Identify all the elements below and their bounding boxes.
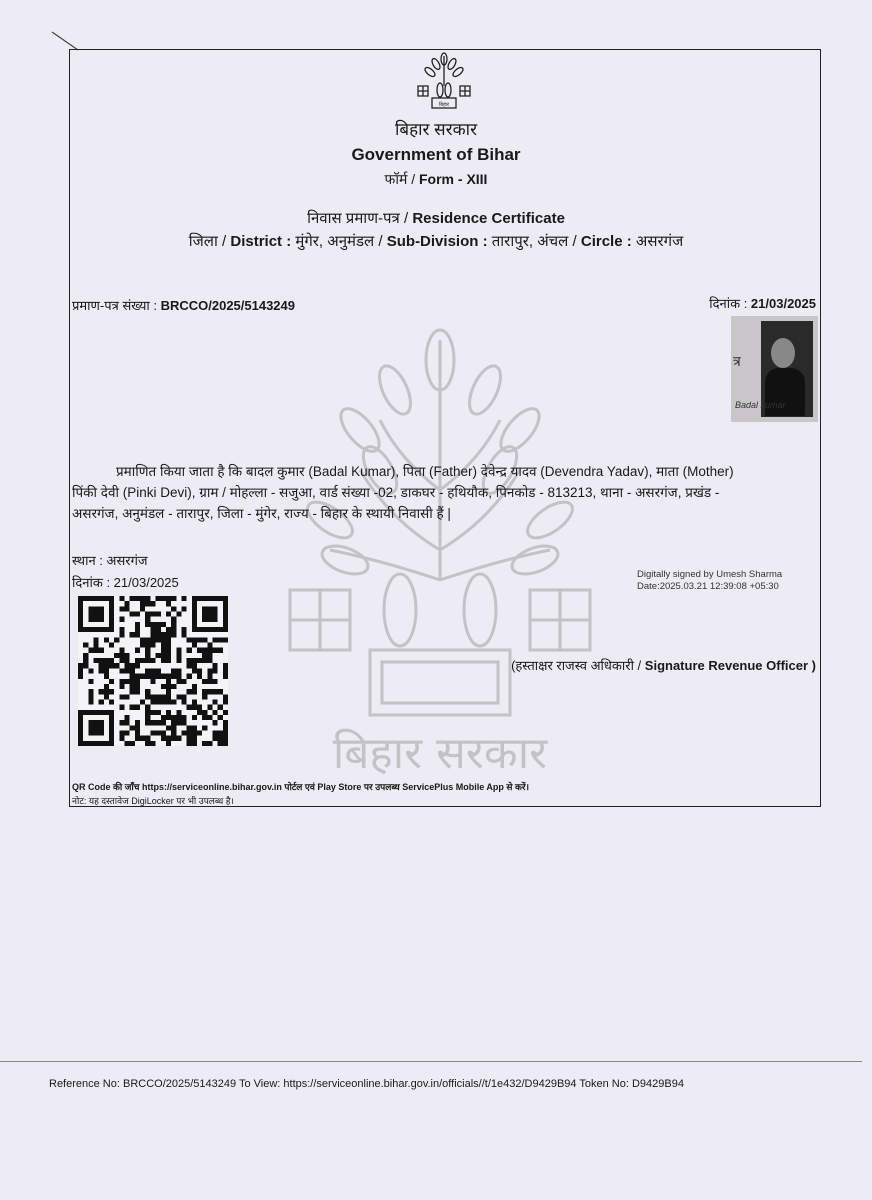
bihar-emblem-watermark	[270, 320, 610, 780]
bihar-emblem-logo	[414, 52, 474, 110]
cert-title-english: Residence Certificate	[412, 210, 565, 227]
subdivision-value: तारापुर, अंचल /	[487, 233, 581, 250]
form-label-english: Form - XIII	[419, 171, 488, 187]
district-label: District :	[230, 233, 292, 250]
applicant-photo	[731, 316, 818, 422]
signature-label-hindi: (हस्ताक्षर राजस्व अधिकारी /	[511, 658, 645, 673]
form-label-hindi: फॉर्म /	[384, 171, 419, 187]
photo-mark: त्र	[733, 353, 741, 369]
certificate-number-value: BRCCO/2025/5143249	[160, 298, 295, 313]
place-label: स्थान :	[72, 553, 107, 568]
district-value: मुंगेर, अनुमंडल /	[291, 233, 387, 250]
bottom-date	[72, 573, 179, 591]
district-label-hindi: जिला /	[188, 233, 231, 250]
photo-face	[771, 338, 795, 368]
digital-signature-line-2: Date:2025.03.21 12:39:08 +05:30	[637, 581, 779, 592]
issue-date	[709, 294, 816, 312]
cert-title-hindi: निवास प्रमाण-पत्र /	[307, 210, 413, 227]
body-line-1: प्रमाणित किया जाता है कि बादल कुमार (Badal Kumar), पिता (Father) देवेन्द्र यादव (Devendra Yadav), माता (Mother)	[116, 464, 734, 479]
govt-title-english: Government of Bihar	[351, 145, 521, 164]
reference-footer: Reference No: BRCCO/2025/5143249 To View: https://serviceonline.bihar.gov.in/officials//t/1e432/D9429B94 Token No: D9429B94	[49, 1078, 684, 1090]
place	[72, 551, 148, 569]
body-line-3: असरगंज, अनुमंडल - तारापुर, जिला - मुंगेर, राज्य - बिहार के स्थायी निवासी हैं |	[72, 506, 451, 521]
photo-signature: Badal kumar	[735, 400, 786, 410]
digital-signature-line-1: Digitally signed by Umesh Sharma	[637, 569, 783, 580]
bottom-date-label: दिनांक :	[72, 575, 114, 590]
watermark-text: बिहार सरकार	[332, 728, 548, 779]
body-line-2: पिंकी देवी (Pinki Devi), ग्राम / मोहल्ला - सजुआ, वार्ड संख्या -02, डाकघर - हथियौक, पिनकोड - 813213, थाना - असरगंज, प्रखंड -	[72, 485, 720, 500]
certificate-title	[0, 208, 872, 228]
govt-title-hindi: बिहार सरकार	[394, 120, 478, 139]
signature-label	[511, 656, 816, 674]
circle-value: असरगंज	[631, 233, 684, 250]
certificate-number-label: प्रमाण-पत्र संख्या :	[72, 298, 161, 313]
qr-code[interactable]	[77, 596, 229, 746]
certificate-number	[72, 296, 295, 314]
subdivision-label: Sub-Division :	[386, 233, 488, 250]
digilocker-note: नोट: यह दस्तावेज DigiLocker पर भी उपलब्ध है।	[72, 796, 234, 806]
footer-divider	[0, 1061, 862, 1062]
form-number	[0, 170, 872, 189]
place-value: असरगंज	[106, 553, 148, 568]
certificate-body	[72, 461, 822, 524]
qr-verification-note: QR Code की जाँच https://serviceonline.bihar.gov.in पोर्टल एवं Play Store पर उपलब्ध ServicePlus Mobile App से करें।	[72, 782, 529, 792]
circle-label: Circle :	[580, 233, 632, 250]
emblem-text: बिहार	[438, 102, 450, 108]
issue-date-label: दिनांक :	[709, 296, 751, 311]
district-line	[0, 231, 872, 251]
digital-signature	[637, 569, 782, 593]
issue-date-value: 21/03/2025	[750, 296, 816, 311]
bottom-date-value: 21/03/2025	[113, 575, 179, 590]
signature-label-english: Signature Revenue Officer )	[644, 658, 816, 673]
